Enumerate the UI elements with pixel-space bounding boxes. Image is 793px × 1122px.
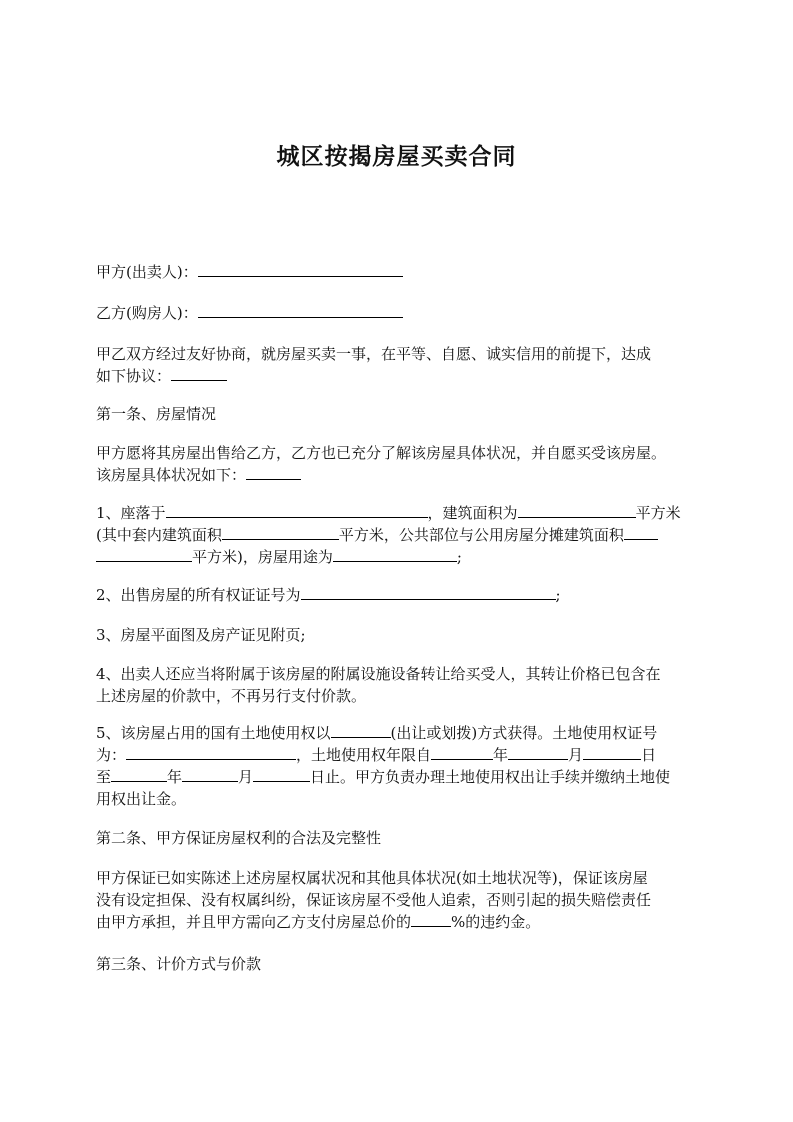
item-4: [96, 663, 706, 707]
item-5-prefix: 5、该房屋占用的国有土地使用权以: [96, 724, 331, 742]
item-5-line-3: [96, 766, 706, 788]
party-b-line: [96, 302, 706, 324]
article-2-line-3-start: 由甲方承担，并且甲方需向乙方支付房屋总价的: [96, 913, 412, 931]
article-2-line-3: [96, 911, 706, 933]
article-2-line-2: 没有设定担保、没有权属纠纷，保证该房屋不受他人追索，否则引起的损失赔偿责任: [96, 891, 652, 909]
item-1-end: ;: [456, 548, 462, 566]
location-blank[interactable]: [166, 502, 428, 518]
inner-area-blank[interactable]: [222, 524, 339, 540]
party-b-label: 乙方(购房人)：: [96, 304, 198, 322]
start-year-label: 年: [493, 746, 509, 764]
intro-line-1: 甲乙双方经过友好协商，就房屋买卖一事，在平等、自愿、诚实信用的前提下，达成: [96, 345, 652, 363]
item-5: [96, 722, 706, 810]
item-1: [96, 502, 706, 568]
item-3: 3、房屋平面图及房产证见附页;: [96, 626, 306, 644]
end-year-label: 年: [167, 768, 183, 786]
article-1-intro-blank[interactable]: [246, 464, 301, 480]
start-day-blank[interactable]: [583, 744, 641, 760]
item-1-line-1: [96, 502, 706, 524]
item-5-line-2-start: 为：: [96, 746, 127, 764]
item-1-shared-area-label: 平方米，公共部位与公用房屋分摊建筑面积: [338, 526, 624, 544]
land-acquisition-method-blank[interactable]: [331, 722, 391, 738]
intro-line-2-text: 如下协议：: [96, 367, 172, 385]
item-2-prefix: 2、出售房屋的所有权证证号为: [96, 586, 301, 604]
article-2-line-1: 甲方保证已如实陈述上述房屋权属状况和其他具体状况(如土地状况等)，保证该房屋: [96, 869, 648, 887]
item-1-inner-area-label: (其中套内建筑面积: [96, 526, 222, 544]
article-2-body: [96, 867, 706, 933]
item-2-end: ;: [555, 586, 561, 604]
end-day-blank[interactable]: [253, 766, 310, 782]
item-4-line-2: 上述房屋的价款中，不再另行支付价款。: [96, 687, 367, 705]
item-5-line-4: 用权出让金。: [96, 790, 187, 808]
item-5-line-2: [96, 744, 706, 766]
item-5-line-1: [96, 722, 706, 744]
item-1-prefix: 1、座落于: [96, 504, 166, 522]
shared-area-blank-part-1[interactable]: [624, 524, 658, 540]
item-5-line-3-rest: 日止。甲方负责办理土地使用权出让手续并缴纳土地使: [310, 768, 671, 786]
article-1-intro: [96, 442, 706, 486]
item-1-area-label: ，建筑面积为: [427, 504, 518, 522]
party-b-blank[interactable]: [198, 302, 403, 318]
item-1-usage-label: 平方米)，房屋用途为: [192, 548, 333, 566]
certificate-number-blank[interactable]: [301, 584, 556, 600]
start-day-label: 日: [641, 746, 657, 764]
party-a-label: 甲方(出卖人)：: [96, 263, 198, 281]
item-5-line-1-rest: (出让或划拨)方式获得。土地使用权证号: [390, 724, 658, 742]
article-2-line-3-end: %的违约金。: [451, 913, 541, 931]
party-a-line: [96, 261, 706, 283]
end-year-blank[interactable]: [111, 766, 167, 782]
shared-area-blank-part-2[interactable]: [96, 546, 192, 562]
article-1-intro-line-2: [96, 464, 706, 486]
start-month-blank[interactable]: [508, 744, 568, 760]
item-4-line-1: 4、出卖人还应当将附属于该房屋的附属设施设备转让给买受人，其转让价格已包含在: [96, 665, 661, 683]
article-2-title: 第二条、甲方保证房屋权利的合法及完整性: [96, 829, 382, 847]
land-certificate-number-blank[interactable]: [126, 744, 296, 760]
item-1-line-3: [96, 546, 706, 568]
article-1-intro-line-2-text: 该房屋具体状况如下：: [96, 466, 247, 484]
article-3-title: 第三条、计价方式与价款: [96, 955, 262, 973]
item-5-term-label: ，土地使用权年限自: [296, 746, 432, 764]
start-month-label: 月: [568, 746, 584, 764]
item-2: [96, 584, 706, 606]
end-month-label: 月: [238, 768, 254, 786]
item-1-unit: 平方米: [635, 504, 681, 522]
article-1-title: 第一条、房屋情况: [96, 405, 217, 423]
intro-paragraph: [96, 343, 706, 387]
intro-blank[interactable]: [171, 365, 227, 381]
usage-blank[interactable]: [333, 546, 457, 562]
penalty-percent-blank[interactable]: [411, 911, 451, 927]
article-1-intro-line-1: 甲方愿将其房屋出售给乙方，乙方也已充分了解该房屋具体状况，并自愿买受该房屋。: [96, 444, 667, 462]
intro-line-2: [96, 365, 706, 387]
item-1-line-2: [96, 524, 706, 546]
document-title: 城区按揭房屋买卖合同: [276, 144, 517, 170]
start-year-blank[interactable]: [431, 744, 493, 760]
party-a-blank[interactable]: [198, 261, 403, 277]
end-month-blank[interactable]: [182, 766, 238, 782]
item-5-until-label: 至: [96, 768, 112, 786]
building-area-blank[interactable]: [518, 502, 636, 518]
